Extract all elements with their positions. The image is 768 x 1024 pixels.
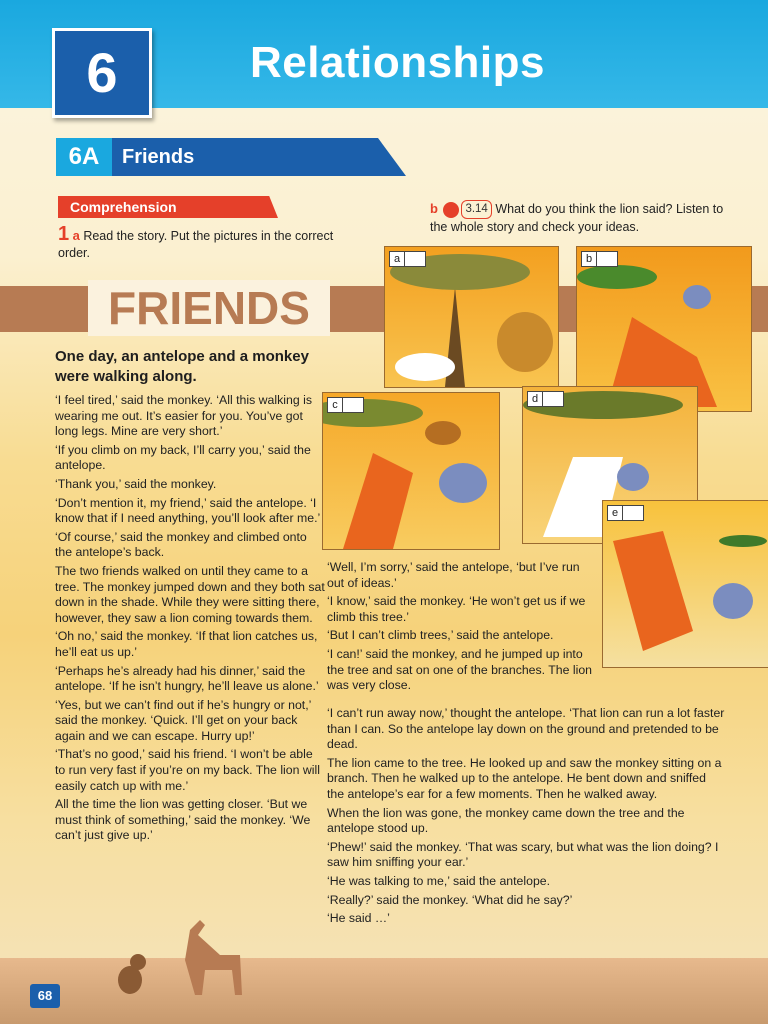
exercise-letter: b [430,201,438,216]
antelope-monkey-illustration [603,501,768,667]
section-label: Comprehension [70,199,177,215]
story-column-2 [327,706,725,930]
unit-number-box: 6 [52,28,152,118]
story-picture-c [322,392,500,550]
story-paragraph: ‘Oh no,’ said the monkey. ‘If that lion catches us, he’ll eat us up.’ [55,629,318,659]
exercise-1a [58,223,368,262]
story-paragraph: ‘That’s no good,’ said his friend. ‘I won’t be able to run very fast if you’re on my back. The lion will easily catch up with me.’ [55,747,320,793]
exercise-1a-instruction: Read the story. Put the pictures in the correct order. [58,229,334,260]
picture-label: d [527,391,543,407]
answer-box[interactable] [622,505,644,521]
story-paragraph: ‘But I can’t climb trees,’ said the antelope. [327,628,554,643]
answer-box[interactable] [342,397,364,413]
story-paragraph: ‘He was talking to me,’ said the antelope. [327,873,551,888]
answer-box[interactable] [404,251,426,267]
story-paragraph: ‘Perhaps he’s already had his dinner,’ said the antelope. ‘If he isn’t hungry, he’ll leave us alone.’ [55,663,319,694]
picture-label: b [581,251,597,267]
picture-label: a [389,251,405,267]
story-paragraph: When the lion was gone, the monkey came down the tree and the antelope stood up. [327,805,685,836]
story-paragraph: ‘Don’t mention it, my friend,’ said the antelope. ‘I know that if I need anything, you’ll look after me.’ [55,495,321,526]
answer-box[interactable] [596,251,618,267]
story-paragraph: ‘Of course,’ said the monkey and climbed onto the antelope’s back. [55,529,307,560]
animal-silhouettes [110,900,260,1000]
headphones-icon [443,202,459,218]
story-column-2-top [327,560,595,697]
story-paragraph: ‘Really?’ said the monkey. ‘What did he say?’ [327,892,573,907]
story-paragraph: ‘I feel tired,’ said the monkey. ‘All this walking is wearing me out. It’s easier for you. You’ve got long legs. Mine are very short.’ [55,393,312,439]
story-picture-e [602,500,768,668]
story-picture-a [384,246,559,388]
story-paragraph: The lion came to the tree. He looked up and saw the monkey sitting on a branch. Then he walked up to the antelope. He bent down and sniffed the antelope’s ear for a few moments. Then he walked away. [327,755,722,801]
story-paragraph: ‘Thank you,’ said the monkey. [55,476,217,491]
tree-lion-illustration [385,247,558,387]
story-paragraph: ‘He said …’ [327,911,390,926]
page-number: 68 [30,984,60,1008]
picture-label: c [327,397,343,413]
lesson-number: 6A [56,138,112,176]
antelope-monkey-lion-illustration [323,393,499,549]
story-title: FRIENDS [88,280,330,336]
story-paragraph: All the time the lion was getting closer. ‘But we must think of something,’ said the monkey. ‘We can’t just give up.’ [55,797,311,843]
story-paragraph: ‘If you climb on my back, I’ll carry you,’ said the antelope. [55,442,311,473]
story-paragraph: The two friends walked on until they came to a tree. The monkey jumped down and they both sat down in the shade. While they were sitting there, however, they saw a lion coming towards them. [55,563,325,625]
story-paragraph: ‘Yes, but we can’t find out if he’s hungry or not,’ said the monkey. ‘Quick. I’ll get on your back again and we can escape. Hurry up!’ [55,697,311,743]
answer-box[interactable] [542,391,564,407]
story-paragraph: ‘Well, I’m sorry,’ said the antelope, ‘but I’ve run out of ideas.’ [327,560,580,590]
unit-title: Relationships [250,38,545,87]
story-column-1 [55,393,325,847]
lesson-title: Friends [122,146,195,168]
story-intro: One day, an antelope and a monkey were walking along. [55,348,309,385]
story-paragraph: ‘I can’t run away now,’ thought the antelope. ‘That lion can run a lot faster than I can. So the antelope lay down on the ground and pretended to be dead. [327,706,725,752]
story-paragraph: ‘I can!’ said the monkey, and he jumped up into the tree and sat on one of the branches. The lion was very close. [327,646,593,693]
audio-track-label: 3.14 [461,200,491,219]
story-paragraph: ‘Phew!’ said the monkey. ‘That was scary, but what was the lion doing? I saw him sniffing your ear.’ [327,839,719,870]
exercise-letter: a [72,228,80,243]
story-paragraph: ‘I know,’ said the monkey. ‘He won’t get us if we climb this tree.’ [327,594,586,624]
exercise-1b [430,200,730,236]
picture-label: e [607,505,623,521]
exercise-1b-instruction: What do you think the lion said? Listen to the whole story and check your ideas. [430,202,724,235]
exercise-number: 1 [58,223,70,245]
